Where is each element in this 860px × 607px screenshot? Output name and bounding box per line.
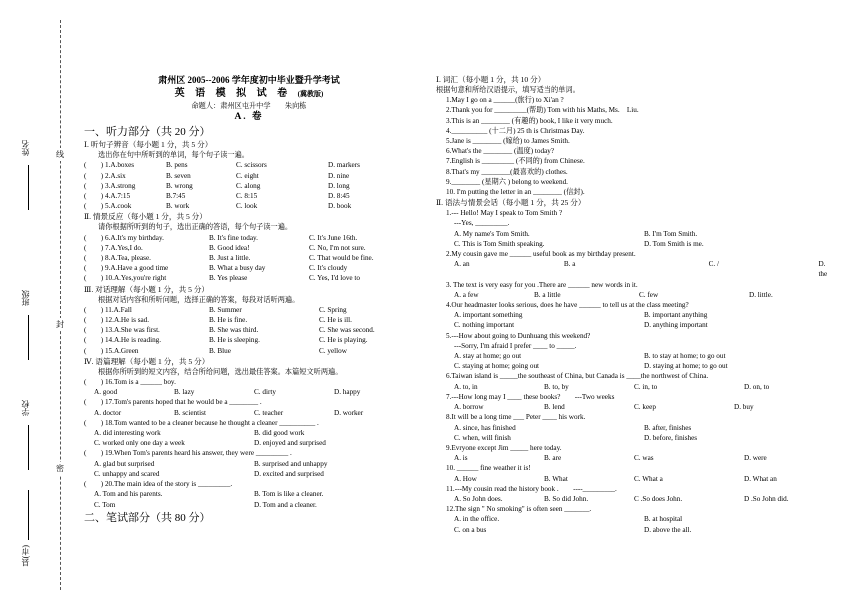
- exam-author: 命题人：肃州区屯升中学 朱向栋: [191, 102, 307, 110]
- grammar-q8-options-ab: A. since, has finished B. after, finishes: [454, 423, 692, 432]
- school-label: 学校: [21, 400, 30, 416]
- question-16-options: A. good B. lazy C. dirty D. happy: [94, 388, 361, 397]
- grammar-q10-options: A. How B. What C. What a D. What an: [454, 474, 777, 483]
- exam-edition: (冀教版): [297, 90, 324, 98]
- question-19-options-ab: A. glad but surprised B. surprised and unhappy: [94, 459, 328, 468]
- question-17-options: A. doctor B. scientist C. teacher D. worker: [94, 408, 364, 417]
- list-item: ( ) 4.A.7:15 B.7:45 C. 8:15 D. 8:45: [84, 192, 350, 201]
- county-underline: [28, 490, 29, 540]
- grammar-q11: 11.---My cousin read the history book . ----_________.: [446, 484, 617, 493]
- list-item: ( ) 7.A.Yes,I do. B. Good idea! C. No, I'm not sure.: [84, 243, 366, 252]
- county-label: 县(市): [21, 545, 30, 567]
- grammar-q5: 5.---How about going to Dunhuang this weekend?: [446, 331, 591, 340]
- section-3-title: Ⅲ. 对话理解（每小题 1 分，共 5 分）: [84, 284, 210, 294]
- list-item: ( ) 15.A.Green B. Blue C. yellow: [84, 346, 347, 355]
- grammar-q12-options-ab: A. in the office. B. at hospital: [454, 515, 683, 524]
- vocab-title: Ⅰ. 词汇（每小题 1 分，共 10 分）: [436, 75, 546, 84]
- grammar-q4: 4.Our headmaster looks serious, does he have ______ to tell us at the class meeting?: [446, 301, 689, 310]
- question-18-options-ab: A. did interesting work B. did good work: [94, 429, 305, 438]
- name-underline: [28, 165, 29, 210]
- question-19-options-cd: C. unhappy and scared D. excited and surprised: [94, 469, 324, 478]
- list-item: ( ) 14.A.He is reading. B. He is sleeping. C. He is playing.: [84, 336, 368, 345]
- list-item: ( ) 10.A.Yes,you're right B. Yes please C. Yes, I'd love to: [84, 274, 361, 283]
- exam-title: 肃州区 2005--2006 学年度初中毕业暨升学考试: [158, 75, 340, 85]
- grammar-title: Ⅱ. 语法与情景会话（每小题 1 分，共 25 分）: [436, 198, 586, 208]
- grammar-q5-line2: ---Sorry, I'm afraid I prefer ____ to _____.: [454, 341, 577, 350]
- list-item: 4.__________ (十二月) 25 th is Christmas Day.: [446, 126, 585, 135]
- question-17: ( ) 17.Tom's parents hoped that he would be a ________ .: [84, 398, 262, 407]
- section-1-instr: 选出你在句中所听到的单词，每个句子读一遍。: [98, 151, 249, 160]
- name-label: 姓名: [21, 140, 30, 156]
- grammar-q1: 1.--- Hello! May I speak to Tom Smith ?: [446, 209, 563, 218]
- section-3-items: [84, 305, 414, 356]
- grammar-q8: 8.It will be a long time ___ Peter ____ his work.: [446, 413, 586, 422]
- binding-line: [60, 20, 61, 590]
- question-16: ( ) 16.Tom is a ______ boy.: [84, 378, 176, 387]
- grammar-q7: 7.---How long may I ____ these books? ---Two weeks: [446, 392, 615, 401]
- section-4-title: Ⅳ. 语篇理解（每小题 1 分，共 5 分）: [84, 356, 210, 366]
- section-1-title: Ⅰ. 听句子辨音（每小题 1 分，共 5 分）: [84, 140, 213, 150]
- grammar-q1-options-cd: C. This is Tom Smith speaking. D. Tom Smith is me.: [454, 239, 704, 248]
- list-item: 5.Jane is ________ (嫁给) to James Smith.: [446, 137, 570, 146]
- vocab-items: [436, 95, 836, 197]
- left-column: [84, 74, 414, 525]
- section-2-items: [84, 233, 414, 284]
- list-item: 7.English is _________ (不同的) from Chinese.: [446, 157, 585, 166]
- list-item: 9.________ (星期六 ) belong to weekend.: [446, 177, 568, 186]
- grammar-q9-options: A. is B. are C. was D. were: [454, 454, 767, 463]
- grammar-q2-options: A. an B. a C. / D. the: [454, 260, 828, 279]
- section-3-instr: 根据对话内容和所听问题，选择正确的答案，每段对话听两遍。: [98, 295, 300, 304]
- question-19: ( ) 19.When Tom's parents heard his answer, they were _________ .: [84, 449, 292, 458]
- binding-mark-line: 线: [56, 150, 64, 159]
- list-item: 8.That's my ________(最喜欢的) clothes.: [446, 167, 568, 176]
- section-4-items: [84, 377, 414, 510]
- grammar-q8-options-cd: C. when, will finish D. before, finishes: [454, 433, 698, 442]
- exam-subtitle: 英 语 模 拟 试 卷 (冀教版): [174, 88, 324, 99]
- grammar-q4-options-cd: C. nothing important D. anything important: [454, 321, 708, 330]
- list-item: ( ) 2.A.six B. seven C. eight D. nine: [84, 171, 350, 180]
- right-column: [436, 74, 836, 535]
- list-item: 10. I'm putting the letter in an ________ (信封).: [446, 188, 585, 197]
- grammar-q6-options: A. to, in B. to, by C. in, to D. on, to: [454, 382, 770, 391]
- section-4-instr: 根据你所听到的短文内容，结合所给问题，选出最佳答案。本篇短文听两遍。: [98, 367, 343, 376]
- grammar-q6: 6.Taiwan island is _____the southeast of China, but Canada is ____the northwest of China.: [446, 372, 709, 381]
- question-20-options-cd: C. Tom D. Tom and a cleaner.: [94, 500, 317, 509]
- grammar-q12-options-cd: C. on a bus D. above the all.: [454, 525, 692, 534]
- grammar-q1-line2: ---Yes, _________.: [454, 219, 510, 228]
- school-underline: [28, 425, 29, 470]
- list-item: ( ) 3.A.strong B. wrong C. along D. long: [84, 181, 350, 190]
- question-18: ( ) 18.Tom wanted to be a cleaner because he thought a cleaner __________ .: [84, 418, 319, 427]
- list-item: 6.What's the ________ (温度) today?: [446, 147, 555, 156]
- section-2-instr: 请你根据所听到的句子，选出正确的答语，每个句子读一遍。: [98, 223, 293, 232]
- list-item: ( ) 8.A.Tea, please. B. Just a little. C. That would be fine.: [84, 254, 374, 263]
- writing-part-title: 二、笔试部分（共 80 分）: [84, 511, 211, 524]
- grammar-q5-options-cd: C. staying at home; going out D. staying at home; to go out: [454, 362, 728, 371]
- grammar-q9: 9.Evryone except Jim _____ here today.: [446, 443, 562, 452]
- list-item: ( ) 5.A.cook B. work C. look D. book: [84, 202, 352, 211]
- list-item: 1.May I go on a ______(旅行) to Xi'an ?: [446, 96, 564, 105]
- grammar-q3: 3. The text is very easy for you .There are ______ new words in it.: [446, 280, 638, 289]
- grammar-q10: 10. ______ fine weather it is!: [446, 464, 531, 473]
- question-20-options-ab: A. Tom and his parents. B. Tom is like a cleaner.: [94, 490, 324, 499]
- list-item: ( ) 13.A.She was first. B. She was third. C. She was second.: [84, 326, 375, 335]
- listening-part-title: 一、听力部分（共 20 分）: [84, 126, 211, 139]
- list-item: ( ) 11.A.Fall B. Summer C. Spring: [84, 305, 347, 314]
- vocab-instr: 根据句意和所给汉语提示，填写适当的单词。: [436, 86, 580, 94]
- grammar-q5-options-ab: A. stay at home; go out B. to stay at home; to go out: [454, 352, 726, 361]
- grammar-q11-options: A. So John does. B. So did John. C .So does John. D .So John did.: [454, 494, 789, 503]
- grammar-q2: 2.My cousin gave me ______ useful book as my birthday present.: [446, 250, 636, 259]
- binding-mark-seal: 封: [56, 320, 64, 329]
- section-2-title: Ⅱ. 情景反应（每小题 1 分，共 5 分）: [84, 212, 207, 222]
- section-1-items: [84, 160, 414, 211]
- class-label: 班级: [21, 290, 30, 306]
- list-item: ( ) 12.A.He is sad. B. He is fine. C. He is ill.: [84, 316, 352, 325]
- paper-a-heading: A. 卷: [234, 112, 264, 123]
- grammar-q4-options-ab: A. important something B. important anything: [454, 311, 708, 320]
- list-item: ( ) 9.A.Have a good time B. What a busy day C. It's cloudy: [84, 264, 348, 273]
- list-item: ( ) 1.A.boxes B. pens C. scissors D. markers: [84, 161, 360, 170]
- list-item: 2.Thank you for _________(帮助) Tom with his Maths, Ms. Liu.: [446, 106, 639, 115]
- question-20: ( ) 20.The main idea of the story is _________.: [84, 480, 233, 489]
- grammar-q12: 12.The sign " No smoking" is often seen _______.: [446, 505, 592, 514]
- grammar-q7-options: A. borrow B. lend C. keep D. buy: [454, 403, 754, 412]
- list-item: ( ) 6.A.It's my birthday. B. It's fine today. C. It's June 16th.: [84, 233, 358, 242]
- binding-mark-secret: 密: [56, 464, 64, 473]
- grammar-q1-options-ab: A. My name's Tom Smith. B. I'm Tom Smith.: [454, 229, 698, 238]
- class-underline: [28, 315, 29, 360]
- grammar-q3-options: A. a few B. a little C. few D. little.: [454, 290, 773, 299]
- question-18-options-cd: C. worked only one day a week D. enjoyed and surprised: [94, 439, 326, 448]
- list-item: 3.This is an ________ (有趣的) book, I like it very much.: [446, 116, 613, 125]
